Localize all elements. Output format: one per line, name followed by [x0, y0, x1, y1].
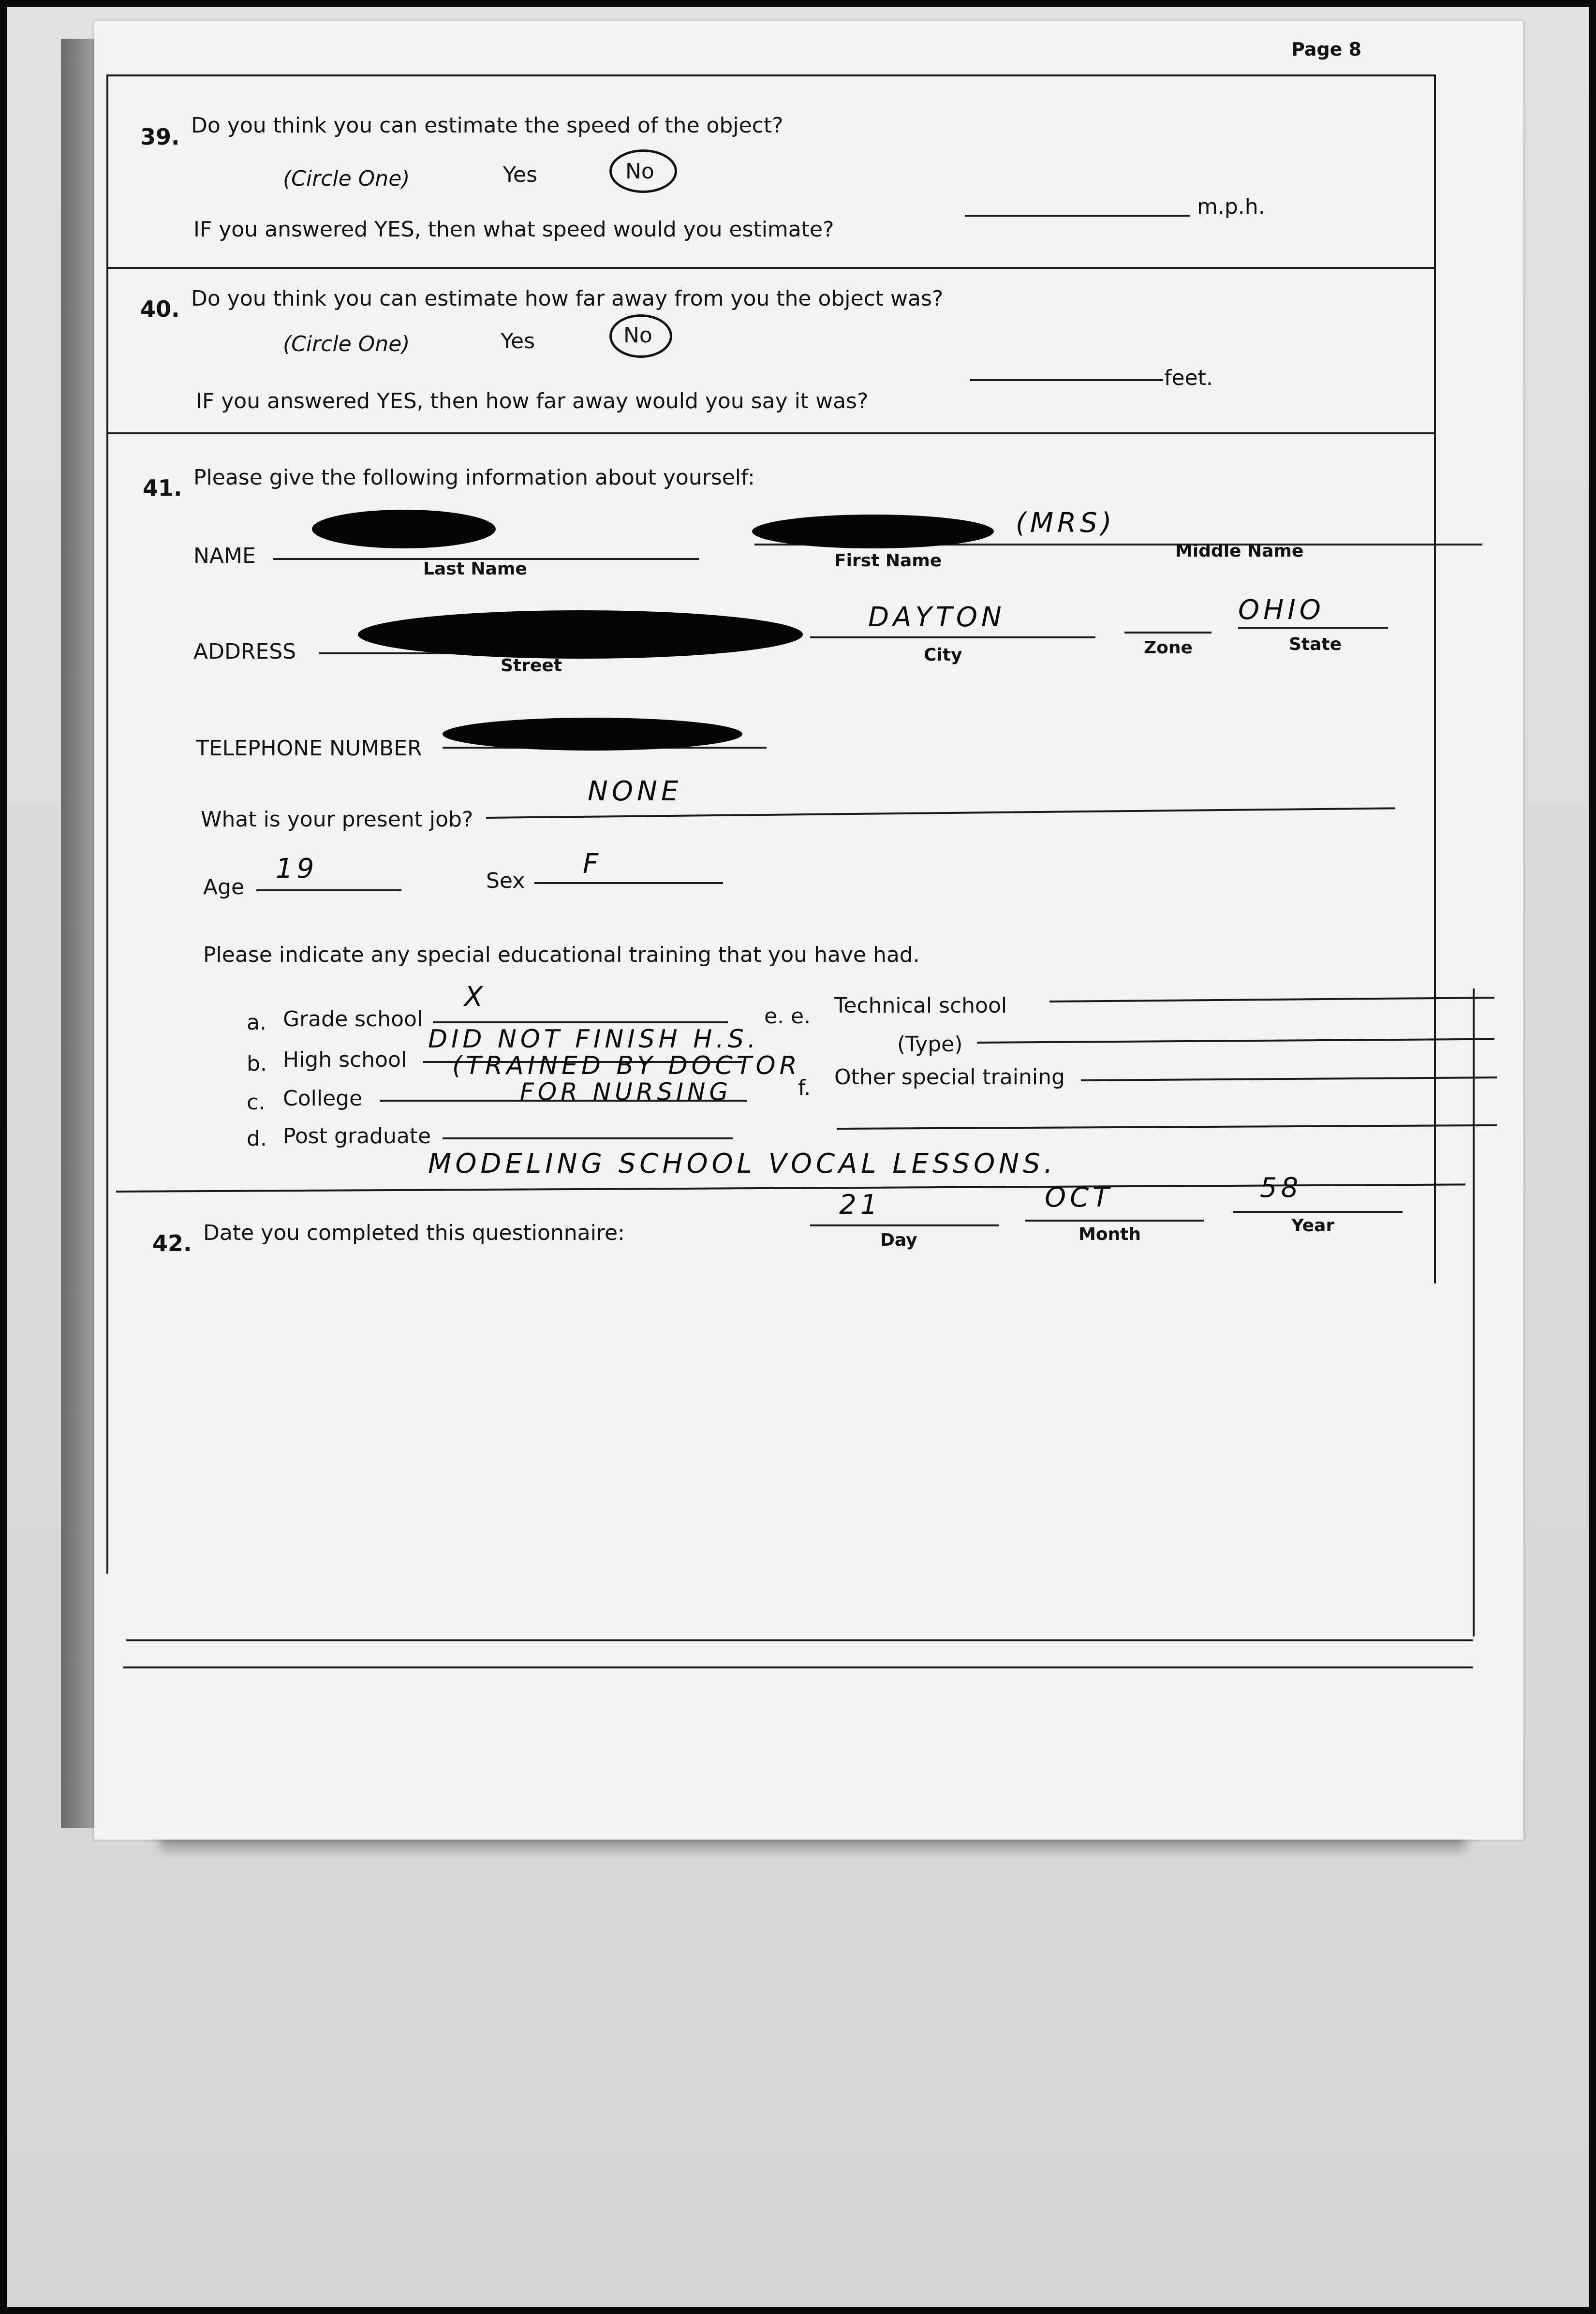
state-label: State	[1289, 634, 1342, 654]
training-type-text: (Type)	[897, 1032, 963, 1057]
q41-number: 41.	[143, 475, 182, 501]
job-label: What is your present job?	[201, 807, 473, 832]
grade-school-value: X	[464, 981, 487, 1013]
street-label: Street	[501, 656, 562, 676]
q39-yes-option[interactable]: Yes	[503, 162, 538, 187]
q40-question: Do you think you can estimate how far away from you the object was?	[191, 286, 944, 311]
city-value: DAYTON	[868, 602, 1005, 633]
training-e-text: Technical school	[834, 993, 1007, 1018]
high-school-value: DID NOT FINISH H.S.	[428, 1025, 760, 1054]
training-d-label: d.	[247, 1126, 267, 1151]
day-label: Day	[880, 1230, 917, 1250]
training-b-text: High school	[283, 1047, 407, 1072]
q39-question: Do you think you can estimate the speed of the object?	[191, 113, 783, 138]
training-a-label: a.	[247, 1010, 266, 1035]
training-f-text: Other special training	[834, 1065, 1065, 1090]
year-value: 58	[1260, 1172, 1302, 1204]
q39-followup: IF you answered YES, then what speed would you estimate?	[193, 217, 834, 242]
q42-number: 42.	[152, 1230, 192, 1256]
sex-value: F	[583, 848, 603, 880]
q39-unit: m.p.h.	[1197, 194, 1265, 219]
first-name-label: First Name	[834, 551, 942, 571]
q39-number: 39.	[140, 124, 180, 150]
day-value: 21	[839, 1189, 882, 1221]
q40-followup: IF you answered YES, then how far away would you say it was?	[196, 389, 869, 413]
q40-no-option[interactable]: No	[623, 323, 652, 348]
age-value: 19	[276, 853, 318, 884]
sex-label: Sex	[486, 869, 525, 893]
training-c-text: College	[283, 1086, 363, 1111]
training-f-label: f.	[798, 1076, 811, 1100]
name-label: NAME	[193, 544, 256, 568]
q41-prompt: Please give the following information about yourself:	[193, 465, 755, 490]
q39-no-option[interactable]: No	[625, 159, 654, 184]
training-c-label: c.	[247, 1090, 266, 1115]
year-label: Year	[1291, 1216, 1335, 1236]
middle-name-label: Middle Name	[1175, 541, 1304, 561]
q40-number: 40.	[140, 296, 180, 322]
state-value: OHIO	[1238, 594, 1325, 626]
training-prompt: Please indicate any special educational training that you have had.	[203, 943, 920, 967]
month-value: OCT	[1045, 1182, 1113, 1213]
q40-unit: feet.	[1164, 366, 1213, 390]
college-value: FOR NURSING	[520, 1078, 732, 1106]
training-d-text: Post graduate	[283, 1124, 431, 1149]
q39-circle-one: (Circle One)	[283, 166, 410, 191]
telephone-label: TELEPHONE NUMBER	[196, 736, 422, 761]
age-label: Age	[203, 875, 245, 899]
address-label: ADDRESS	[193, 639, 296, 664]
page-number: Page 8	[1291, 39, 1362, 60]
first-name-suffix: (MRS)	[1016, 507, 1116, 539]
q40-circle-one: (Circle One)	[283, 332, 410, 356]
city-label: City	[924, 645, 962, 665]
last-name-label: Last Name	[423, 559, 527, 579]
training-b-label: b.	[247, 1051, 267, 1076]
training-e-label: e. e.	[764, 1004, 811, 1029]
zone-label: Zone	[1144, 638, 1193, 658]
q42-question: Date you completed this questionnaire:	[203, 1221, 625, 1245]
training-a-text: Grade school	[283, 1007, 423, 1032]
month-label: Month	[1079, 1224, 1141, 1244]
high-school-value-2: (TRAINED BY DOCTOR	[452, 1051, 801, 1080]
job-value: NONE	[588, 776, 682, 807]
other-training-value: MODELING SCHOOL VOCAL LESSONS.	[428, 1148, 1057, 1179]
q40-yes-option[interactable]: Yes	[501, 329, 535, 354]
